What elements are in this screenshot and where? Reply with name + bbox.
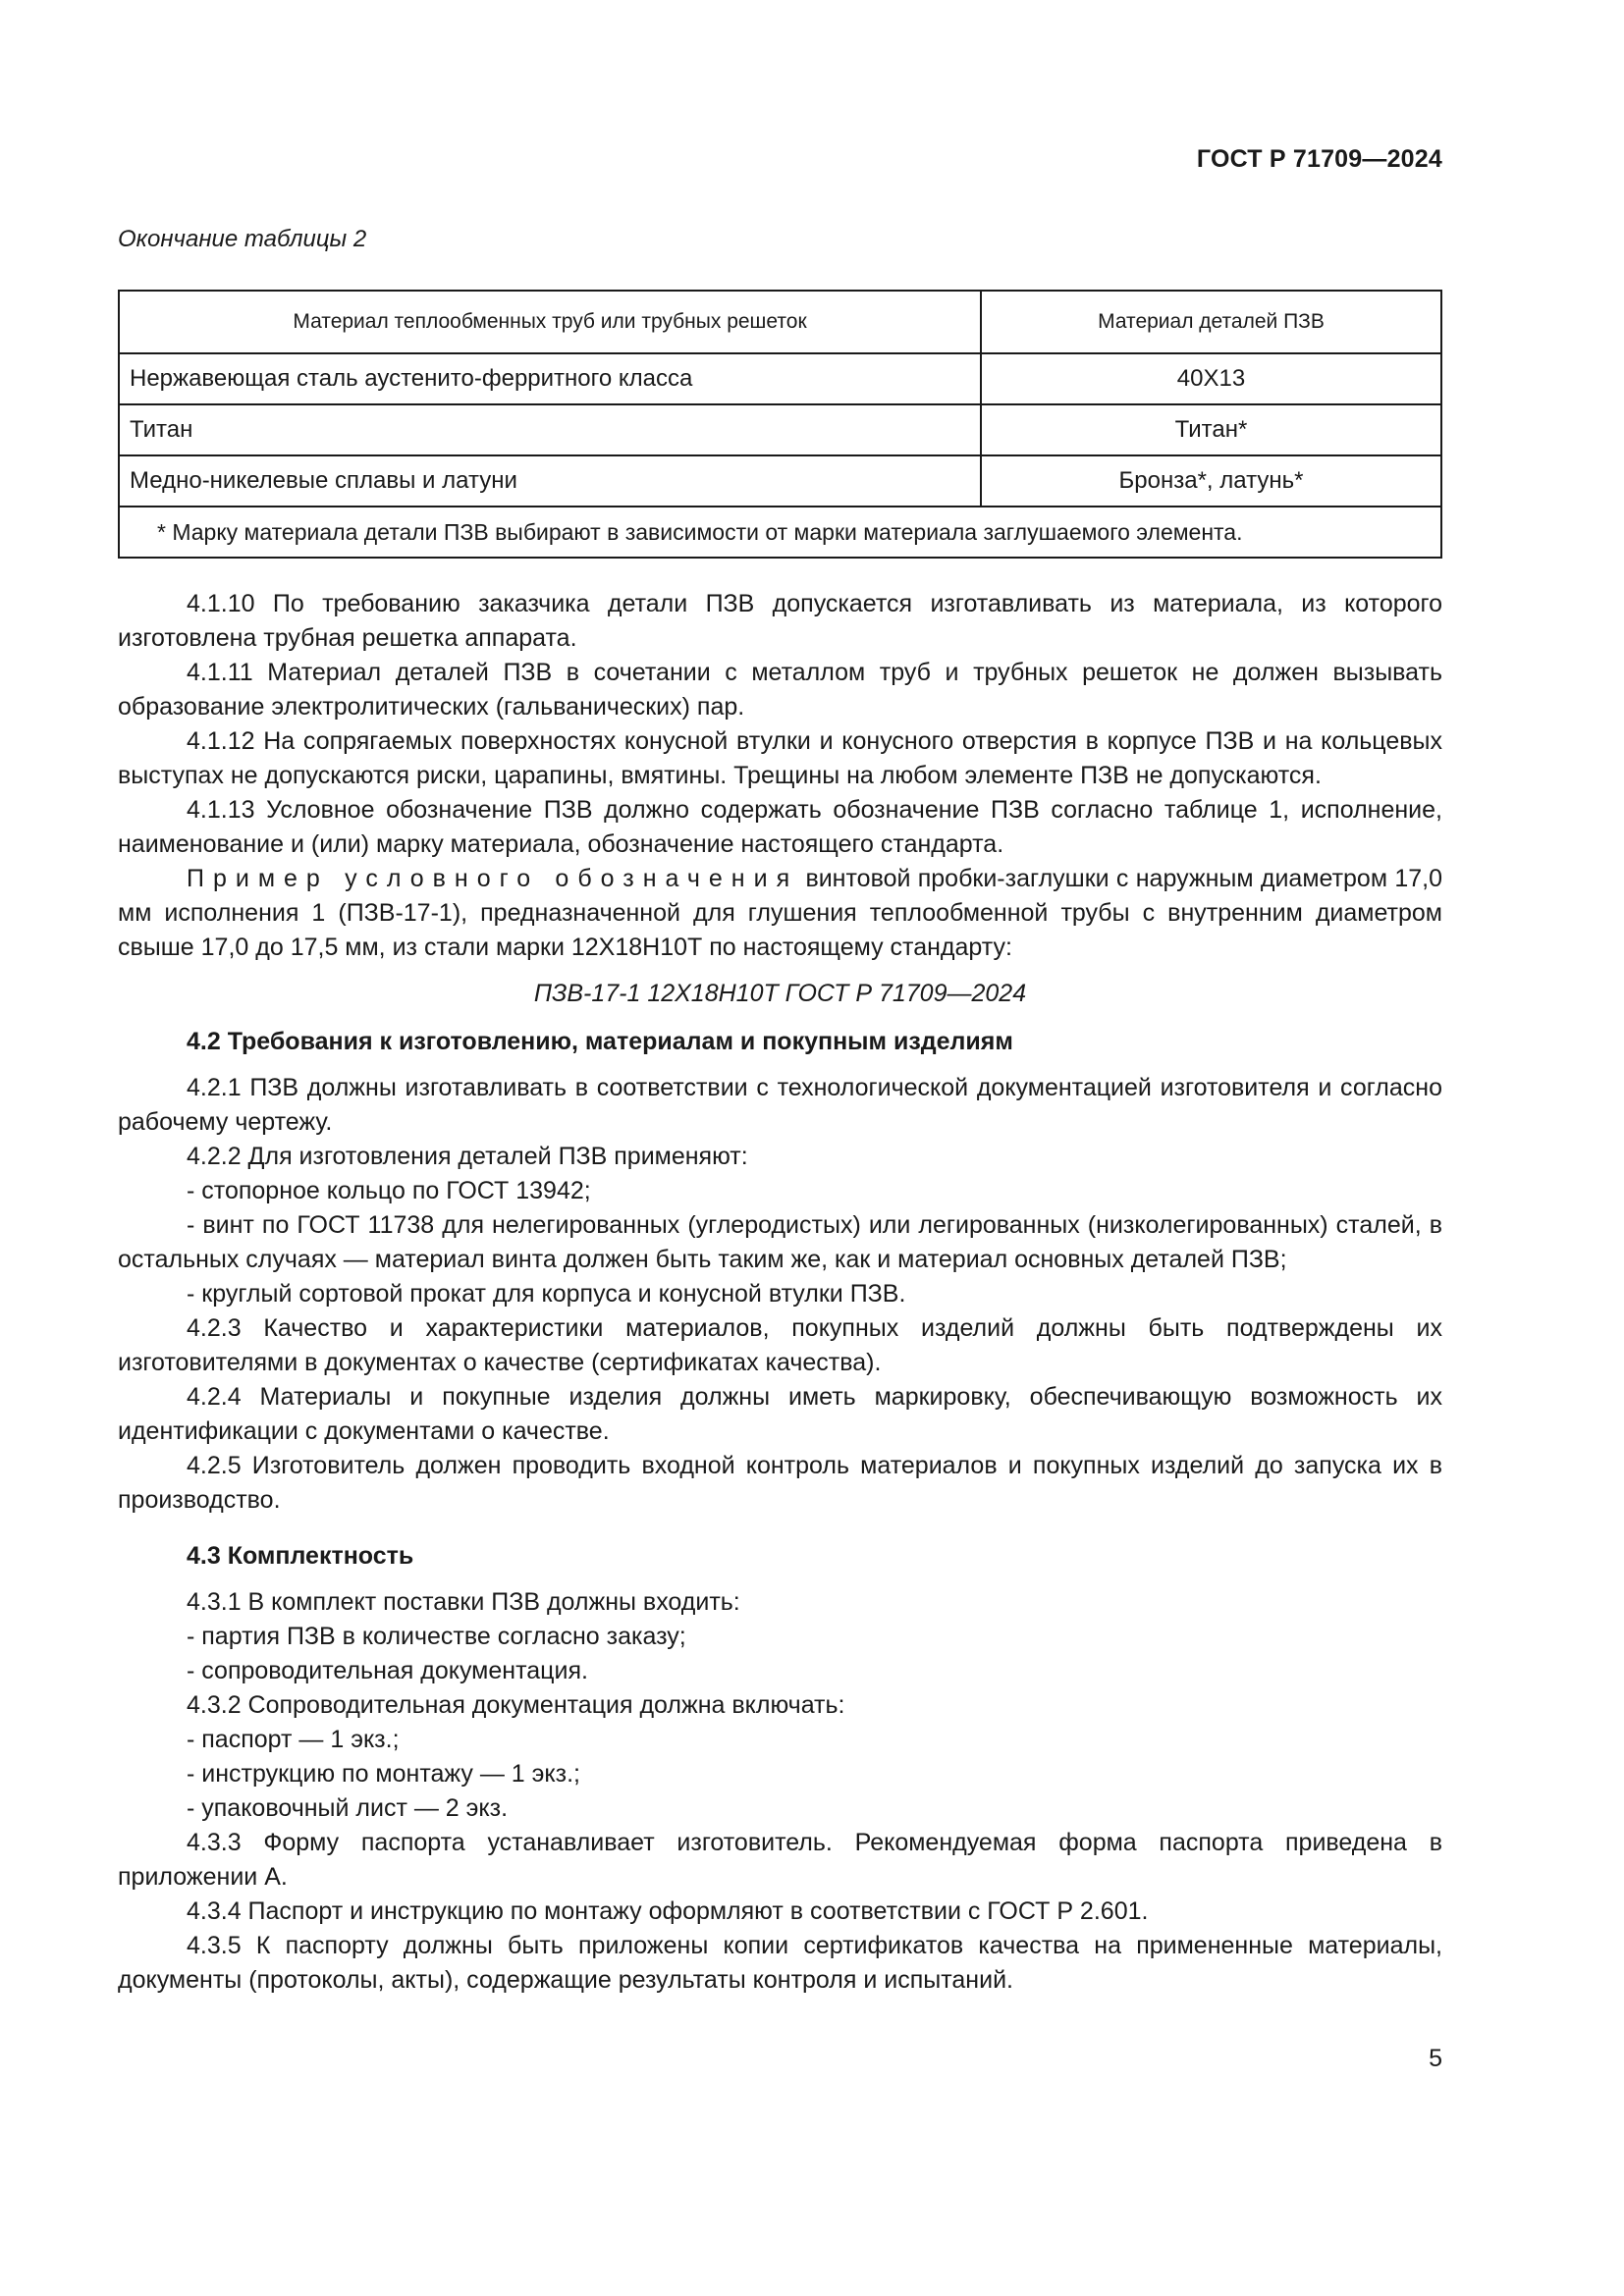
paragraph-4-1-10: 4.1.10 По требованию заказчика детали ПЗВ допускается изготавливать из материала, из которого изготовлена трубная решетка аппарата.: [118, 590, 1442, 652]
materials-table: [118, 290, 1442, 559]
table-footnote: * Марку материала детали ПЗВ выбирают в зависимости от марки материала заглушаемого элемента.: [119, 507, 1441, 558]
example-label: Пример условного обозначения: [187, 865, 799, 892]
section-heading-4-3: 4.3 Комплектность: [187, 1542, 414, 1570]
standard-code: ГОСТ Р 71709—2024: [1196, 145, 1442, 173]
table-row: [119, 455, 1441, 507]
paragraph-4-2-1: 4.2.1 ПЗВ должны изготавливать в соответствии с технологической документацией изготовителя и согласно рабочему чертежу.: [118, 1074, 1442, 1136]
list-item: - винт по ГОСТ 11738 для нелегированных (углеродистых) или легированных (низколегированных) сталей, в остальных случаях — материал винта должен быть таким же, как и материал основных деталей ПЗВ;: [118, 1211, 1442, 1273]
table-row: [119, 353, 1441, 404]
list-item: - инструкцию по монтажу — 1 экз.;: [187, 1760, 580, 1788]
table-footnote-row: [119, 507, 1441, 558]
table-cell: 40Х13: [981, 353, 1441, 404]
table-header-cell: Материал теплообменных труб или трубных решеток: [119, 291, 981, 353]
list-item: - упаковочный лист — 2 экз.: [187, 1794, 509, 1822]
paragraph-4-3-5: 4.3.5 К паспорту должны быть приложены копии сертификатов качества на примененные материалы, документы (протоколы, акты), содержащие результаты контроля и испытаний.: [118, 1932, 1442, 1994]
example-paragraph: [118, 862, 1442, 965]
table-row: [119, 404, 1441, 455]
list-item: - круглый сортовой прокат для корпуса и конусной втулки ПЗВ.: [187, 1280, 906, 1308]
body-text: [118, 587, 1442, 1998]
paragraph-4-2-2: 4.2.2 Для изготовления деталей ПЗВ применяют:: [187, 1143, 748, 1170]
paragraph-4-3-4: 4.3.4 Паспорт и инструкцию по монтажу оформляют в соответствии с ГОСТ Р 2.601.: [187, 1897, 1149, 1925]
example-designation: ПЗВ-17-1 12Х18Н10Т ГОСТ Р 71709—2024: [533, 980, 1027, 1007]
paragraph-4-1-12: 4.1.12 На сопрягаемых поверхностях конусной втулки и конусного отверстия в корпусе ПЗВ и на кольцевых выступах не допускаются риски, царапины, вмятины. Трещины на любом элементе ПЗВ не допускаются.: [118, 727, 1442, 789]
paragraph-4-2-4: 4.2.4 Материалы и покупные изделия должны иметь маркировку, обеспечивающую возможность их идентификации с документами о качестве.: [118, 1383, 1442, 1445]
paragraph-4-3-3: 4.3.3 Форму паспорта устанавливает изготовитель. Рекомендуемая форма паспорта приведена в приложении А.: [118, 1829, 1442, 1891]
list-item: - партия ПЗВ в количестве согласно заказу;: [187, 1623, 686, 1650]
list-item: - сопроводительная документация.: [187, 1657, 588, 1684]
paragraph-4-2-3: 4.2.3 Качество и характеристики материалов, покупных изделий должны быть подтверждены их изготовителями в документах о качестве (сертификатах качества).: [118, 1314, 1442, 1376]
table-cell: Титан: [119, 404, 981, 455]
paragraph-4-1-11: 4.1.11 Материал деталей ПЗВ в сочетании с металлом труб и трубных решеток не должен вызывать образование электролитических (гальванических) пар.: [118, 659, 1442, 721]
table-header-cell: Материал деталей ПЗВ: [981, 291, 1441, 353]
table-header-row: [119, 291, 1441, 353]
paragraph-4-1-13: 4.1.13 Условное обозначение ПЗВ должно содержать обозначение ПЗВ согласно таблице 1, исполнение, наименование и (или) марку материала, обозначение настоящего стандарта.: [118, 796, 1442, 858]
table-cell: Бронза*, латунь*: [981, 455, 1441, 507]
table-cell: Медно-никелевые сплавы и латуни: [119, 455, 981, 507]
table-cell: Нержавеющая сталь аустенито-ферритного класса: [119, 353, 981, 404]
example-text: винтовой пробки-заглушки с наружным диаметром 17,0 мм исполнения 1 (ПЗВ-17-1), предназначенной для глушения теплообменной трубы с внутренним диаметром свыше 17,0 до 17,5 мм, из стали марки 12Х18Н10Т по настоящему стандарту:: [118, 865, 1442, 961]
list-item: - паспорт — 1 экз.;: [187, 1726, 400, 1753]
paragraph-4-3-1: 4.3.1 В комплект поставки ПЗВ должны входить:: [187, 1588, 740, 1616]
page-number: 5: [1429, 2045, 1442, 2072]
table-caption: Окончание таблицы 2: [118, 226, 367, 252]
paragraph-4-3-2: 4.3.2 Сопроводительная документация должна включать:: [187, 1691, 845, 1719]
paragraph-4-2-5: 4.2.5 Изготовитель должен проводить входной контроль материалов и покупных изделий до запуска их в производство.: [118, 1452, 1442, 1514]
table-cell: Титан*: [981, 404, 1441, 455]
list-item: - стопорное кольцо по ГОСТ 13942;: [187, 1177, 591, 1204]
section-heading-4-2: 4.2 Требования к изготовлению, материалам и покупным изделиям: [187, 1028, 1013, 1055]
